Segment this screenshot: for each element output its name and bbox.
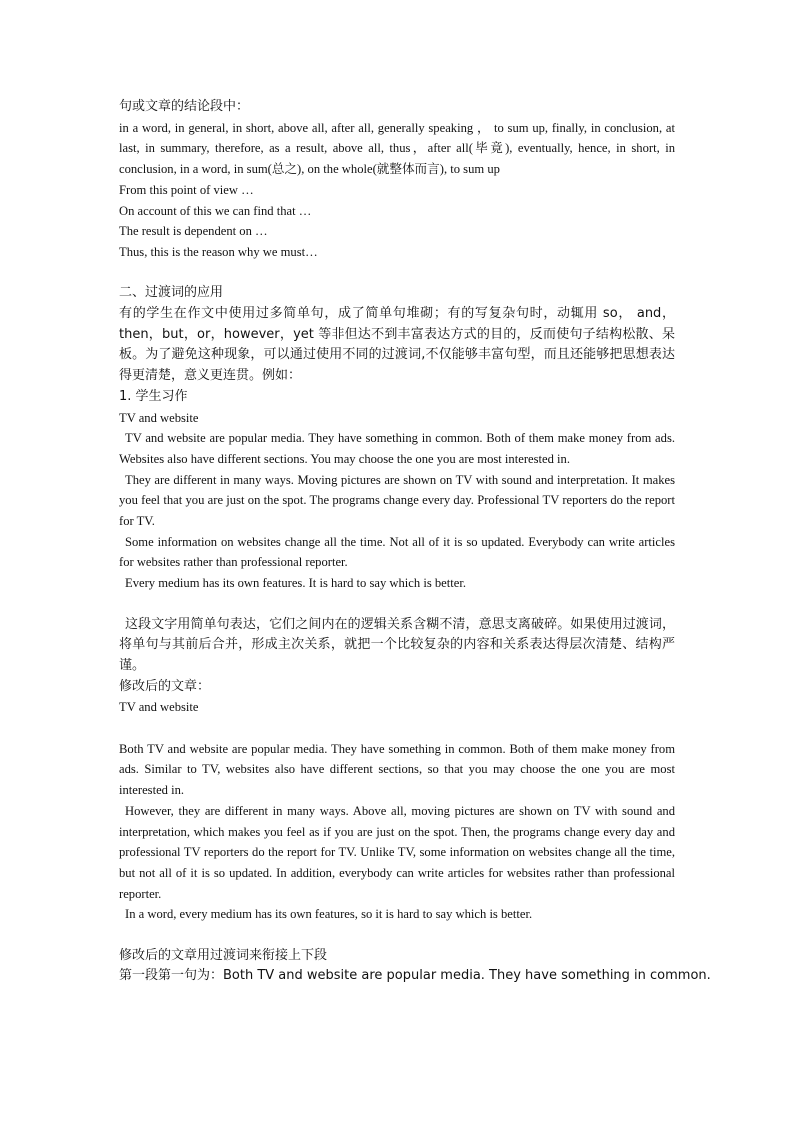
note-heading: 修改后的文章用过渡词来衔接上下段 (119, 947, 328, 963)
example-line-4: Thus, this is the reason why we must… (119, 244, 318, 259)
spacer (119, 718, 675, 739)
revised-title: TV and website (119, 700, 199, 715)
spacer (119, 263, 675, 284)
note-line: 第一段第一句为：Both TV and website are popular media. They have something in common. (119, 968, 711, 984)
sample-label: 1. 学生习作 (119, 388, 188, 404)
revised-paragraph-2: However, they are different in many ways. Above all, moving pictures are shown on TV with sound and interpretation, which makes you feel as if you are just on the spot. Then, the programs change every day and professional TV reporters do the report for TV. Unlike TV, some information on websites change all the time, but not all of it is so updated. In addition, everybody can write articles for websites rather than professional reporter. (119, 803, 675, 901)
sample-paragraph-2: They are different in many ways. Moving pictures are shown on TV with sound and interpretation. It makes you feel that you are just on the spot. The programs change every day. Professional TV reporters do the report for TV. (119, 472, 675, 529)
document-page (119, 97, 711, 987)
revised-label: 修改后的文章： (119, 678, 211, 694)
example-line-3: The result is dependent on … (119, 224, 268, 239)
sample-paragraph-4: Every medium has its own features. It is hard to say which is better. (125, 576, 467, 591)
revised-paragraph-1: Both TV and website are popular media. They have something in common. Both of them make money from ads. Similar to TV, websites also have different sections, so that you may choose the one you are most interested in. (119, 741, 675, 798)
conclusion-phrases: in a word, in general, in short, above all, after all, generally speaking ， to sum up, finally, in conclusion, at last, in summary, therefore, as a result, above all, thus，after all(毕竟), eventually, hence, in short, in conclusion, in a word, in sum(总之), on the whole(就整体而言), to sum up (119, 120, 675, 177)
example-line-2: On account of this we can find that … (119, 203, 312, 218)
sample-title: TV and website (119, 410, 199, 425)
section-heading: 二、过渡词的应用 (119, 285, 224, 301)
spacer (119, 594, 675, 615)
conclusion-heading: 句或文章的结论段中： (119, 99, 250, 114)
sample-comment: 这段文字用简单句表达，它们之间内在的逻辑关系含糊不清，意思支离破碎。如果使用过渡词，将单句与其前后合并，形成主次关系，就把一个比较复杂的内容和关系表达得层次清楚、结构严谨。 (119, 616, 675, 673)
example-line-1: From this point of view … (119, 182, 254, 197)
section-intro: 有的学生在作文中使用过多简单句，成了简单句堆砌；有的写复杂句时，动辄用 so， and，then，but，or，however，yet 等非但达不到丰富表达方式的目的，反而使句子结构松散、呆板。为了避免这种现象，可以通过使用不同的过渡词,不仅能够丰富句型，而且还能够把思想表达得更清楚，意义更连贯。例如： (119, 306, 675, 384)
spacer (119, 925, 675, 946)
sample-paragraph-1: TV and website are popular media. They have something in common. Both of them make money from ads. Websites also have different sections. You may choose the one you are most interested in. (119, 431, 675, 466)
sample-paragraph-3: Some information on websites change all the time. Not all of it is so updated. Everybody can write articles for websites rather than professional reporter. (119, 534, 675, 570)
revised-paragraph-3: In a word, every medium has its own features, so it is hard to say which is better. (125, 907, 533, 922)
